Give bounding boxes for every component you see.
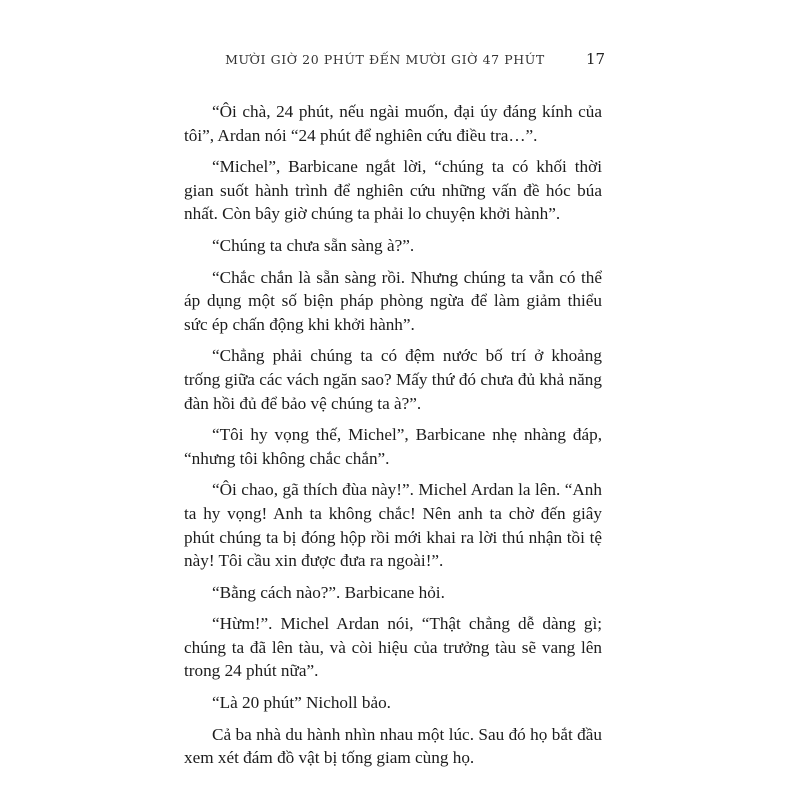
body-text	[184, 100, 602, 778]
paragraph: “Hừm!”. Michel Ardan nói, “Thật chẳng dễ dàng gì; chúng ta đã lên tàu, và còi hiệu của trưởng tàu sẽ vang lên trong 24 phút nữa”.	[184, 614, 602, 681]
paragraph: “Michel”, Barbicane ngắt lời, “chúng ta có khối thời gian suốt hành trình để nghiên cứu những vấn đề hóc búa nhất. Còn bây giờ chúng ta phải lo chuyện khởi hành”.	[184, 157, 602, 224]
page-number: 17	[586, 50, 606, 68]
paragraph: Cả ba nhà du hành nhìn nhau một lúc. Sau đó họ bắt đầu xem xét đám đồ vật bị tống giam cùng họ.	[184, 724, 602, 768]
running-head-title: MƯỜI GIỜ 20 PHÚT ĐẾN MƯỜI GIỜ 47 PHÚT	[225, 52, 545, 67]
paragraph: “Chúng ta chưa sẵn sàng à?”.	[212, 235, 415, 255]
paragraph: “Chắc chắn là sẵn sàng rồi. Nhưng chúng ta vẫn có thể áp dụng một số biện pháp phòng ngừa để làm giảm thiểu sức ép chấn động khi khởi hành”.	[184, 267, 602, 334]
paragraph: “Ôi chao, gã thích đùa này!”. Michel Ardan la lên. “Anh ta hy vọng! Anh ta không chắc! Nên anh ta chờ đến giây phút chúng ta bị đóng hộp rồi mới khai ra lời thú nhận tồi tệ này! Tôi cầu xin được đưa ra ngoài!”.	[184, 480, 602, 571]
paragraph: “Là 20 phút” Nicholl bảo.	[212, 693, 391, 713]
paragraph: “Tôi hy vọng thế, Michel”, Barbicane nhẹ nhàng đáp, “nhưng tôi không chắc chắn”.	[184, 425, 602, 468]
paragraph: “Chẳng phải chúng ta có đệm nước bố trí ở khoảng trống giữa các vách ngăn sao? Mấy thứ đó chưa đủ khả năng đàn hồi đủ để bảo vệ chúng ta à?”.	[184, 346, 602, 413]
paragraph: “Ôi chà, 24 phút, nếu ngài muốn, đại úy đáng kính của tôi”, Ardan nói “24 phút để nghiên cứu điều tra…”.	[184, 102, 602, 145]
paragraph: “Bằng cách nào?”. Barbicane hỏi.	[212, 582, 445, 602]
